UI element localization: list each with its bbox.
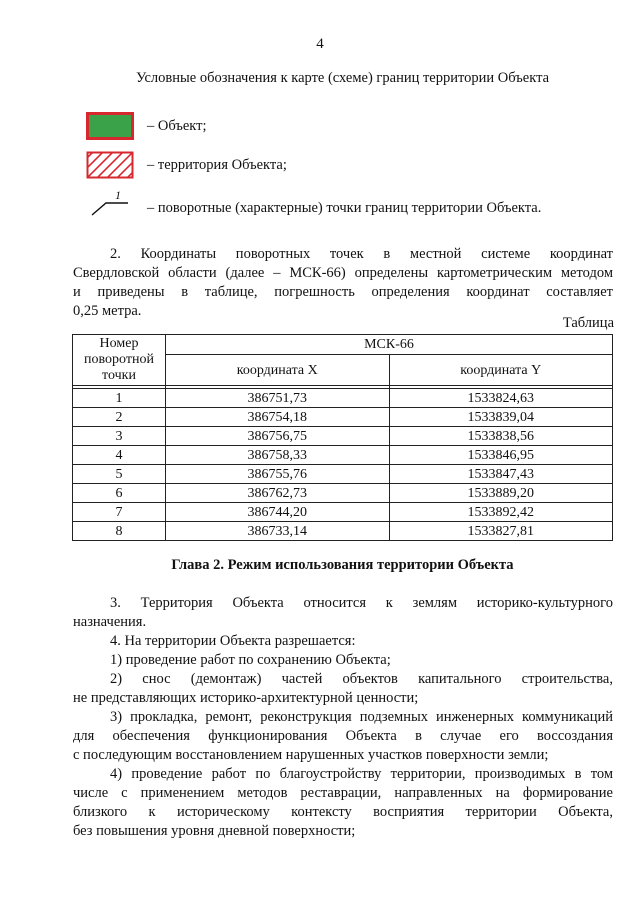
hatched-territory-icon: [86, 151, 134, 179]
legend-item-turning-point: [0, 187, 640, 217]
legend-label-turning-point: – поворотные (характерные) точки границ территории Объекта.: [147, 200, 542, 216]
coordinate-x-cell: 386744,20: [166, 503, 390, 522]
coordinate-x-cell: 386758,33: [166, 446, 390, 465]
text-line: 4) проведение работ по благоустройству территории, производимых в том: [110, 766, 613, 782]
table-row: [73, 522, 613, 541]
table-row: [73, 389, 613, 408]
coordinate-x-cell: 386754,18: [166, 408, 390, 427]
text-line: не представляющих историко-архитектурной ценности;: [73, 690, 419, 706]
paragraph-2: [73, 245, 613, 321]
text-line: Свердловской области (далее – МСК-66) определены картометрическим методом: [73, 265, 613, 281]
text-line: 2. Координаты поворотных точек в местной системе координат: [110, 246, 613, 262]
coordinate-x-cell: 386755,76: [166, 465, 390, 484]
table-row: [73, 427, 613, 446]
text-line: 3. Территория Объекта относится к землям историко-культурного: [110, 595, 613, 611]
point-number-cell: 6: [73, 484, 166, 503]
legend-item-territory: [0, 151, 640, 181]
table-row: [73, 465, 613, 484]
coordinate-y-cell: 1533892,42: [389, 503, 613, 522]
object-symbol-icon: [86, 112, 134, 140]
text-line: числе с применением методов реставрации, направленных на формирование: [73, 785, 613, 801]
text-line: назначения.: [73, 614, 147, 630]
legend-title: Условные обозначения к карте (схеме) границ территории Объекта: [135, 70, 550, 86]
text-line: для обеспечения функционирования Объекта в случае его воссоздания: [73, 728, 613, 744]
point-number-cell: 3: [73, 427, 166, 446]
coordinate-y-cell: 1533838,56: [389, 427, 613, 446]
table-row: [73, 484, 613, 503]
text-line: 4. На территории Объекта разрешается:: [110, 633, 356, 649]
chapter-title: Глава 2. Режим использования территории Объекта: [171, 557, 514, 573]
coordinate-y-cell: 1533889,20: [389, 484, 613, 503]
coordinates-table: [72, 334, 613, 541]
coordinate-y-cell: 1533846,95: [389, 446, 613, 465]
text-line: 0,25 метра.: [73, 303, 142, 319]
header-point-number: Номер поворотной точки: [73, 335, 166, 386]
coordinate-y-cell: 1533827,81: [389, 522, 613, 541]
table-row: [73, 408, 613, 427]
coordinate-y-cell: 1533839,04: [389, 408, 613, 427]
coordinate-y-cell: 1533824,63: [389, 389, 613, 408]
legend-label-territory: – территория Объекта;: [147, 157, 287, 173]
text-line: без повышения уровня дневной поверхности;: [73, 823, 356, 839]
text-line: 1) проведение работ по сохранению Объекта;: [110, 652, 391, 668]
point-number-cell: 7: [73, 503, 166, 522]
text-line: близкого к историческому контексту восприятия территории Объекта,: [73, 804, 613, 820]
text-line: 3) прокладка, ремонт, реконструкция подземных инженерных коммуникаций: [110, 709, 613, 725]
point-number-cell: 5: [73, 465, 166, 484]
point-number-cell: 4: [73, 446, 166, 465]
header-coordinate-x: координата X: [166, 355, 390, 386]
coordinate-x-cell: 386762,73: [166, 484, 390, 503]
coordinate-x-cell: 386751,73: [166, 389, 390, 408]
chapter-body: [73, 594, 613, 841]
coordinate-x-cell: 386733,14: [166, 522, 390, 541]
turning-point-icon: [88, 187, 136, 221]
table-row: [73, 503, 613, 522]
coordinate-x-cell: 386756,75: [166, 427, 390, 446]
header-coordinate-y: координата Y: [389, 355, 613, 386]
turning-point-marker: 1: [115, 188, 121, 202]
header-msk66: МСК-66: [166, 335, 613, 355]
legend-item-object: [0, 112, 640, 142]
point-number-cell: 8: [73, 522, 166, 541]
text-line: с последующим восстановлением нарушенных участков поверхности земли;: [73, 747, 549, 763]
table-row: [73, 446, 613, 465]
coordinate-y-cell: 1533847,43: [389, 465, 613, 484]
text-line: 2) снос (демонтаж) частей объектов капитального строительства,: [110, 671, 613, 687]
text-line: и приведены в таблице, погрешность определения координат составляет: [73, 284, 613, 300]
page-number: 4: [316, 36, 324, 52]
point-number-cell: 2: [73, 408, 166, 427]
legend-label-object: – Объект;: [147, 118, 207, 134]
table-caption: Таблица: [562, 315, 614, 331]
point-number-cell: 1: [73, 389, 166, 408]
